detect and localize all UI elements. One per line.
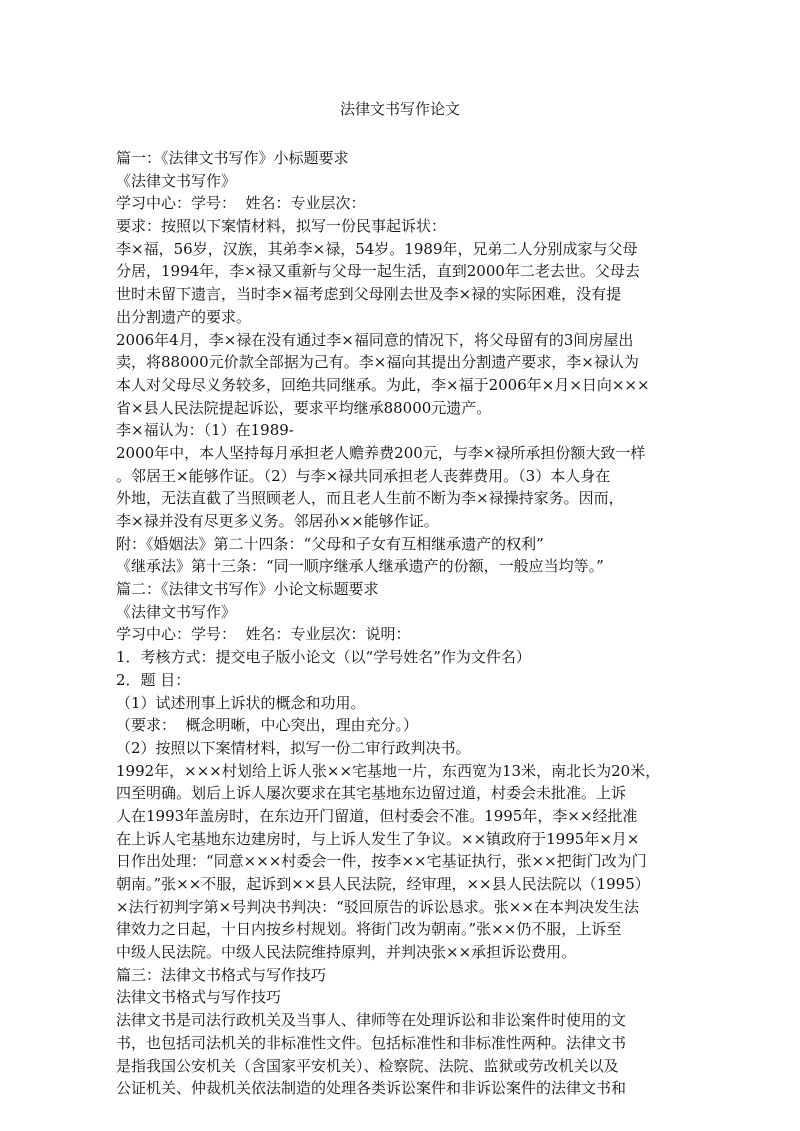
- text-line: 本人对父母尽义务较多，回绝共同继承。为此，李×福于2006年×月×日向×××: [116, 375, 650, 394]
- text-line: （1）试述刑事上诉状的概念和功用。: [116, 693, 366, 712]
- text-line: 四至明确。划后上诉人屡次要求在其宅基地东边留过道，村委会未批准。上诉: [116, 784, 627, 803]
- text-line: 李×禄并没有尽更多义务。邻居孙××能够作证。: [116, 512, 439, 530]
- text-line: 篇三：法律文书格式与写作技巧: [116, 965, 327, 984]
- text-line: 学习中心：学号： 姓名：专业层次：: [116, 194, 366, 213]
- text-line: 《继承法》第十三条：“同一顺序继承人继承遗产的份额，一般应当均等。”: [116, 557, 604, 576]
- text-line: 2000年中，本人坚持每月承担老人赡养费200元，与李×禄所承担份额大致一样: [116, 443, 646, 462]
- text-line: 1．考核方式：提交电子版小论文（以“学号姓名”作为文件名）: [116, 648, 531, 667]
- text-line: （要求： 概念明晰，中心突出，理由充分。）: [116, 716, 419, 735]
- text-line: （2）按照以下案情材料，拟写一份二审行政判决书。: [116, 738, 471, 757]
- text-line: 公证机关、仲裁机关依法制造的处理各类诉讼案件和非诉讼案件的法律文书和: [116, 1079, 627, 1098]
- text-line: 分居，1994年，李×禄又重新与父母一起生活，直到2000年二老去世。父母去: [116, 262, 640, 281]
- text-line: 学习中心：学号： 姓名：专业层次：说明：: [116, 625, 411, 644]
- text-line: 附：《婚姻法》第二十四条：“父母和子女有互相继承遗产的权利”: [116, 534, 544, 553]
- text-line: 篇一：《法律文书写作》小标题要求: [116, 149, 349, 167]
- text-line: 《法律文书写作》: [116, 171, 237, 190]
- text-line: 篇二：《法律文书写作》小论文标题要求: [116, 580, 379, 599]
- text-line: 外地，无法直截了当照顾老人，而且老人生前不断为李×禄操持家务。因而，: [116, 489, 624, 508]
- text-line: 。邻居王×能够作证。（2）与李×禄共同承担老人丧葬费用。（3）本人身在: [116, 466, 611, 485]
- text-line: 李×福认为：（1）在1989-: [116, 421, 294, 440]
- text-line: 日作出处理：“同意×××村委会一件，按李××宅基证执行，张××把街门改为门: [116, 852, 647, 871]
- text-line: 世时未留下遗言，当时李×福考虑到父母刚去世及李×禄的实际困难，没有提: [116, 285, 622, 304]
- text-line: 中级人民法院。中级人民法院维持原判，并判决张××承担诉讼费用。: [116, 943, 577, 962]
- text-line: 是指我国公安机关（含国家平安机关）、检察院、法院、监狱或劳改机关以及: [116, 1056, 619, 1075]
- text-line: 书，也包括司法机关的非标准性文件。包括标准性和非标准性两种。法律文书: [116, 1033, 627, 1052]
- text-line: ×法行初判字第×号判决书判决：“驳回原告的诉讼恳求。张××在本判决发生法: [116, 897, 639, 916]
- text-line: 在上诉人宅基地东边建房时，与上诉人发生了争议。××镇政府于1995年×月×: [116, 829, 640, 848]
- text-line: 出分割遗产的要求。: [116, 307, 252, 326]
- text-line: 2．题 目：: [116, 670, 191, 689]
- text-line: 2006年4月，李×禄在没有通过李×福同意的情况下，将父母留有的3间房屋出: [116, 330, 634, 349]
- text-line: 人在1993年盖房时，在东边开门留道，但村委会不准。1995年，李××经批准: [116, 806, 638, 825]
- document-body: [116, 147, 688, 1100]
- text-line: 法律文书是司法行政机关及当事人、律师等在处理诉讼和非讼案件时使用的文: [116, 1011, 627, 1030]
- text-line: 1992年，×××村划给上诉人张××宅基地一片，东西宽为13米，南北长为20米，: [116, 761, 661, 780]
- text-line: 《法律文书写作》: [116, 602, 237, 621]
- page-title: 法律文书写作论文: [339, 100, 460, 118]
- text-line: 卖，将88000元价款全部据为己有。李×福向其提出分割遗产要求，李×禄认为: [116, 353, 639, 372]
- text-line: 朝南。”张××不服，起诉到××县人民法院，经审理，××县人民法院以（1995）: [116, 875, 650, 893]
- text-line: 律效力之日起，十日内按乡村规划。将街门改为朝南。”张××仍不服，上诉至: [116, 920, 622, 939]
- text-line: 要求：按照以下案情材料，拟写一份民事起诉状：: [116, 217, 447, 236]
- text-line: 法律文书格式与写作技巧: [116, 988, 282, 1007]
- text-line: 李×福，56岁，汉族，其弟李×禄，54岁。1989年，兄弟二人分别成家与父母: [116, 239, 638, 258]
- text-line: 省×县人民法院提起诉讼，要求平均继承88000元遗产。: [116, 398, 492, 417]
